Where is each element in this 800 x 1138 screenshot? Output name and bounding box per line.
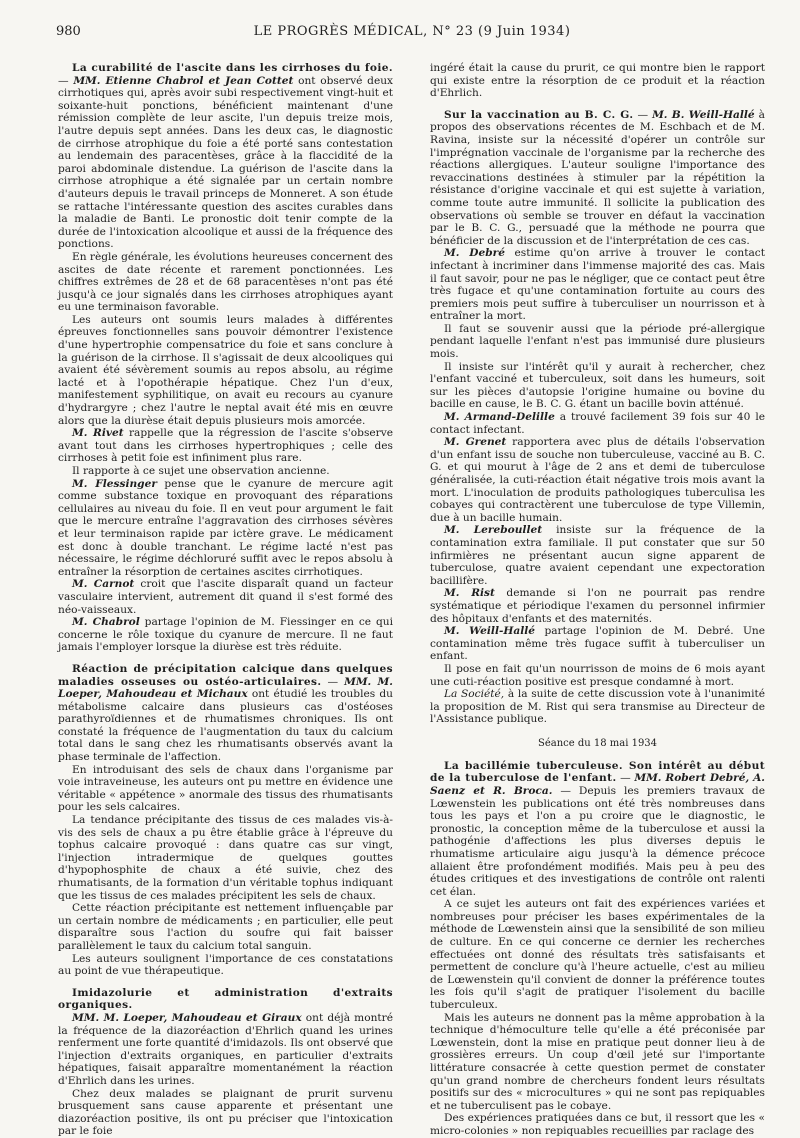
society-lead: La Société, — [444, 688, 505, 701]
paragraph-text: à propos des observations récentes de M. Eschbach et de M. Ravina, insiste sur la nécessité d'opérer un contrôle sur l'imprégnation vaccinale de l'organisme par la recherche des réactions allergiques. L'auteur souligne l'importance des revaccinations destinées à stimuler par la répétition la résistance d'origine vaccinale et qui est sujette à variation, comme toute autre immunité. Il sollicite la publication des observations où semble se trouver en défaut la vaccination par le B. C. G., persuadé que la méthode ne pourra que bénéficier de la discussion et de l'interprétation de ces cas. — [430, 108, 765, 247]
paragraph: En règle générale, les évolutions heureuses concernent des ascites de date récente et rarement ponctionnées. Les chiffres extrêmes de 28 et de 68 paracentèses n'ont pas été jusqu'à ce jour signalés dans les cirrhoses atrophiques ayant eu une terminaison favorable. — [58, 250, 393, 314]
paragraph — [58, 1012, 393, 1088]
left-column — [58, 62, 393, 1138]
author: M. Grenet — [444, 436, 507, 449]
paragraph-text: ont déjà montré la fréquence de la diazoréaction d'Ehrlich quand les urines renferment une forte quantité d'imidazols. Ils ont observé que l'injection d'extraits organiques, en particulier d'extraits hépatiques, faisait apparaître momentanément la réaction d'Ehrlich dans les urines. — [58, 1011, 393, 1087]
paragraph-text: a trouvé facilement 39 fois sur 40 le contact infectant. — [430, 411, 765, 436]
section-title: Réaction de précipitation calcique dans quelques maladies osseuses ou ostéo-articulaires. — [58, 662, 393, 688]
section-heading — [58, 987, 393, 1012]
paragraph — [58, 62, 393, 251]
authors: MM. Etienne Chabrol et Jean Cottet — [73, 74, 294, 87]
paragraph-text: partage l'opinion de M. Fiessinger en ce qui concerne le rôle toxique du cyanure de mercure. Il ne faut jamais l'employer lorsque la diurèse est très réduite. — [58, 616, 393, 654]
paragraph: Les auteurs soulignent l'importance de ces constatations au point de vue thérapeutique. — [58, 952, 393, 978]
paragraph-text: pense que le cyanure de mercure agit comme substance toxique en provoquant des réparations cellulaires au niveau du foie. Il en veut pour argument le fait que le mercure entraîne l'aggravation des cirrhoses sévères et leur terminaison rapide par ictère grave. Le médicament est donc à double tranchant. Le régime lacté n'est pas nécessaire, le régime déchloruré suffit avec le repos absolu à entraîner la résorption de certaines ascites cirrhotiques. — [58, 477, 393, 578]
paragraph: Il insiste sur l'intérêt qu'il y aurait à rechercher, chez l'enfant vacciné et tuberculeux, soit dans les humeurs, soit sur les pièces d'autopsie l'origine humaine ou bovine du bacille en cause, le B. C. G. étant un bacille bovin atténué. — [430, 360, 765, 411]
paragraph — [430, 411, 765, 436]
page-header — [56, 24, 768, 42]
paragraph: Cette réaction précipitante est nettement influençable par un certain nombre de médicaments ; en particulier, elle peut disparaître sous l'action du soufre qui fait baisser parallèlement le taux du calcium total sanguin. — [58, 902, 393, 952]
paragraph-text: — Depuis les premiers travaux de Lœwenstein les publications ont été très nombreuses dans tous les pays et l'on a pu croire que le diagnostic, le pronostic, la conception même de la tuberculose et aussi la pathogénie d'affections les plus diverses depuis le rhumatisme articulaire aigu jusqu'à la démence précoce allaient être profondément modifiés. Mais peu à peu des études critiques et des investigations de contrôle ont ralenti cet élan. — [430, 784, 765, 898]
paragraph-text: estime qu'on arrive à trouver le contact infectant à incriminer dans l'immense majorité des cas. Mais il faut savoir, pour ne pas le négliger, que ce contact peut être très fugace et qu'une contamination fortuite au cours des premiers mois peut suffire à tuberculiser un nourrisson et à entraîner la mort. — [430, 247, 765, 323]
paragraph-continued: ingéré était la cause du prurit, ce qui montre bien le rapport qui existe entre la résorption de ce produit et la réaction d'Ehrlich. — [430, 62, 765, 100]
paragraph-text: rappelle que la régression de l'ascite s'observe avant tout dans les cirrhoses hypertrophiques ; celle des cirrhoses à petit foie est infiniment plus rare. — [58, 427, 393, 465]
paragraph-text: ont étudié les troubles du métabolisme calcaire dans plusieurs cas d'ostéoses parathyroïdiennes et de rhumatismes chroniques. Ils ont constaté la fréquence de l'augmentation du taux du calcium total dans le sang chez les rhumatisants observés avant la phase terminale de l'affection. — [58, 688, 393, 764]
authors: MM. M. Loeper, Mahoudeau et Michaux — [58, 675, 393, 701]
journal-title: LE PROGRÈS MÉDICAL, N° 23 (9 Juin 1934) — [253, 24, 571, 39]
paragraph: En introduisant des sels de chaux dans l'organisme par voie intraveineuse, les auteurs ont pu mettre en évidence une véritable « appétence » anormale des tissus des rhumatisants pour les sels calcaires. — [58, 763, 393, 814]
paragraph: La tendance précipitante des tissus de ces malades vis-à-vis des sels de chaux a pu être établie grâce à l'épreuve du tophus calcaire provoqué : dans quatre cas sur vingt, l'injection intradermique de quelques gouttes d'hypophosphite de chaux a été suivie, chez des rhumatisants, de la formation d'un véritable tophus indiquant que les tissus de ces malades précipitent les sels de chaux. — [58, 814, 393, 902]
paragraph-text: rapportera avec plus de détails l'observation d'un enfant issu de souche non tuberculeuse, vacciné au B. C. G. et qui mourut à l'âge de 2 ans et demi de tuberculose généralisée, la cuti-réaction était négative trois mois avant la mort. L'inoculation de produits pathologiques tuberculisa les cobayes qui contractèrent une tuberculose de type Villemin, due à un bacille humain. — [430, 436, 765, 524]
paragraph — [430, 109, 765, 248]
paragraph — [430, 247, 765, 323]
dash: — — [58, 74, 74, 87]
paragraph: Mais les auteurs ne donnent pas la même approbation à la technique d'hémoculture telle qu'elle a été préconisée par Lœwenstein, dont la mise en pratique peut donner lieu à de grossières erreurs. Un coup d'œil jeté sur l'importante littérature consacrée à cette question permet de constater qu'un grand nombre de chercheurs fondent leurs résultats positifs sur des « microcultures » qui ne sont pas repiquables et ne tuberculisent pas le cobaye. — [430, 1011, 765, 1112]
paragraph — [58, 427, 393, 465]
dash: — — [321, 675, 345, 688]
dash: — — [616, 772, 635, 785]
paragraph-text: croit que l'ascite disparaît quand un facteur vasculaire intervient, autrement dit quand il s'est formé des néo-vaisseaux. — [58, 578, 393, 616]
paragraph — [430, 688, 765, 726]
dash: — — [633, 108, 653, 121]
page-number: 980 — [56, 24, 81, 39]
paragraph: Il faut se souvenir aussi que la période pré-allergique pendant laquelle l'enfant n'est pas immunisé dure plusieurs mois. — [430, 322, 765, 361]
paragraph — [430, 524, 765, 587]
paragraph — [430, 625, 765, 663]
right-column — [430, 62, 765, 1138]
section-title: La curabilité de l'ascite dans les cirrhoses du foie. — [72, 62, 393, 74]
paragraph — [58, 478, 393, 579]
paragraph: Des expériences pratiquées dans ce but, il ressort que les « micro-colonies » non repiquables recueillies par raclage des — [430, 1112, 765, 1137]
paragraph-text: ont observé deux cirrhotiques qui, après avoir subi respectivement vingt-huit et soixante-huit ponctions, bénéficient maintenant d'une rémission complète de leur ascite, l'un depuis treize mois, l'autre depuis sept années. Dans les deux cas, le diagnostic de cirrhose atrophique du foie a été porté sans contestation au lendemain des paracentèses, grâce à la flaccidité de la paroi abdominale distendue. La guérison de l'ascite dans la cirrhose atrophique a été signalée par un certain nombre d'auteurs depuis le travail princeps de Monneret. A son étude se rattache l'intéressante question des ascites curables dans la maladie de Banti. Le pronostic doit tenir compte de la durée de l'intoxication alcoolique et aussi de la fréquence des ponctions. — [58, 74, 394, 251]
section-title: La bacillémie tuberculeuse. Son intérêt au début de la tuberculose de l'enfant. — [430, 759, 765, 785]
author: M. Rist — [444, 587, 495, 600]
author: M. Chabrol — [72, 616, 140, 629]
paragraph: Les auteurs ont soumis leurs malades à différentes épreuves fonctionnelles sans pouvoir démontrer l'existence d'une hypertrophie compensatrice du foie et sans conclure à la guérison de la cirrhose. Il s'agissait de deux alcooliques qui avaient été sévèrement soumis au repos absolu, au régime lacté et à l'opothérapie hépatique. Chez l'un d'eux, manifestement syphilitique, on avait eu recours au cyanure d'hydrargyre ; chez l'autre le neptal avait été mis en œuvre alors que la diurèse était depuis plusieurs mois amorcée. — [58, 313, 393, 427]
authors: MM. M. Loeper, Mahoudeau et Giraux — [72, 1011, 302, 1024]
paragraph — [58, 663, 393, 764]
paragraph — [430, 436, 765, 524]
section-title: Imidazolurie et administration d'extraits organiques. — [58, 986, 393, 1012]
author: M. Armand-Delille — [444, 411, 555, 424]
paragraph: Il pose en fait qu'un nourrisson de moins de 6 mois ayant une cuti-réaction positive est presque condamné à mort. — [430, 662, 765, 688]
paragraph — [58, 616, 393, 654]
author: M. Weill-Hallé — [444, 625, 536, 638]
section-title: Sur la vaccination au B. C. G. — [444, 108, 634, 121]
author: M. Carnot — [72, 578, 135, 591]
paragraph: A ce sujet les auteurs ont fait des expériences variées et nombreuses pour préciser les bases expérimentales de la méthode de Lœwenstein ainsi que la sensibilité de son milieu de culture. En ce qui concerne ce dernier les recherches effectuées ont donné des résultats très satisfaisants et permettent de conclure qu'à l'heure actuelle, c'est au milieu de Lœwenstein qu'il convient de donner la préférence toutes les fois qu'il s'agit de pratiquer l'isolement du bacille tuberculeux. — [430, 898, 765, 1012]
paragraph-text: partage l'opinion de M. Debré. Une contamination même très fugace suffit à tuberculiser un enfant. — [430, 625, 766, 663]
paragraph — [430, 760, 765, 899]
author: M. Debré — [444, 247, 505, 260]
authors: MM. Robert Debré, A. Saenz et R. Broca. — [430, 772, 765, 797]
session-date: Séance du 18 mai 1934 — [537, 737, 658, 749]
author: M. Lereboullet — [444, 524, 543, 537]
paragraph-text: à la suite de cette discussion vote à l'unanimité la proposition de M. Rist qui sera transmise au Directeur de l'Assistance publique. — [430, 688, 765, 726]
paragraph: Chez deux malades se plaignant de prurit survenu brusquement sans cause apparente et présentant une diazoréaction positive, ils ont pu préciser que l'intoxication par le foie — [58, 1087, 393, 1138]
paragraph: Il rapporte à ce sujet une observation ancienne. — [72, 465, 330, 477]
author: M. Flessinger — [72, 477, 157, 490]
paragraph-text: demande si l'on ne pourrait pas rendre systématique et périodique l'examen du personnel infirmier des hôpitaux d'enfants et des maternités. — [430, 587, 765, 625]
paragraph — [58, 578, 393, 616]
author: M. Rivet — [72, 427, 124, 440]
paragraph-text: insiste sur la fréquence de la contamination extra familiale. Il put constater que sur 50 infirmières ne présentant aucun signe apparent de tuberculose, quatre avaient cependant une expectoration bacillifère. — [430, 524, 765, 587]
paragraph — [430, 587, 765, 625]
authors: M. B. Weill-Hallé — [652, 108, 755, 121]
